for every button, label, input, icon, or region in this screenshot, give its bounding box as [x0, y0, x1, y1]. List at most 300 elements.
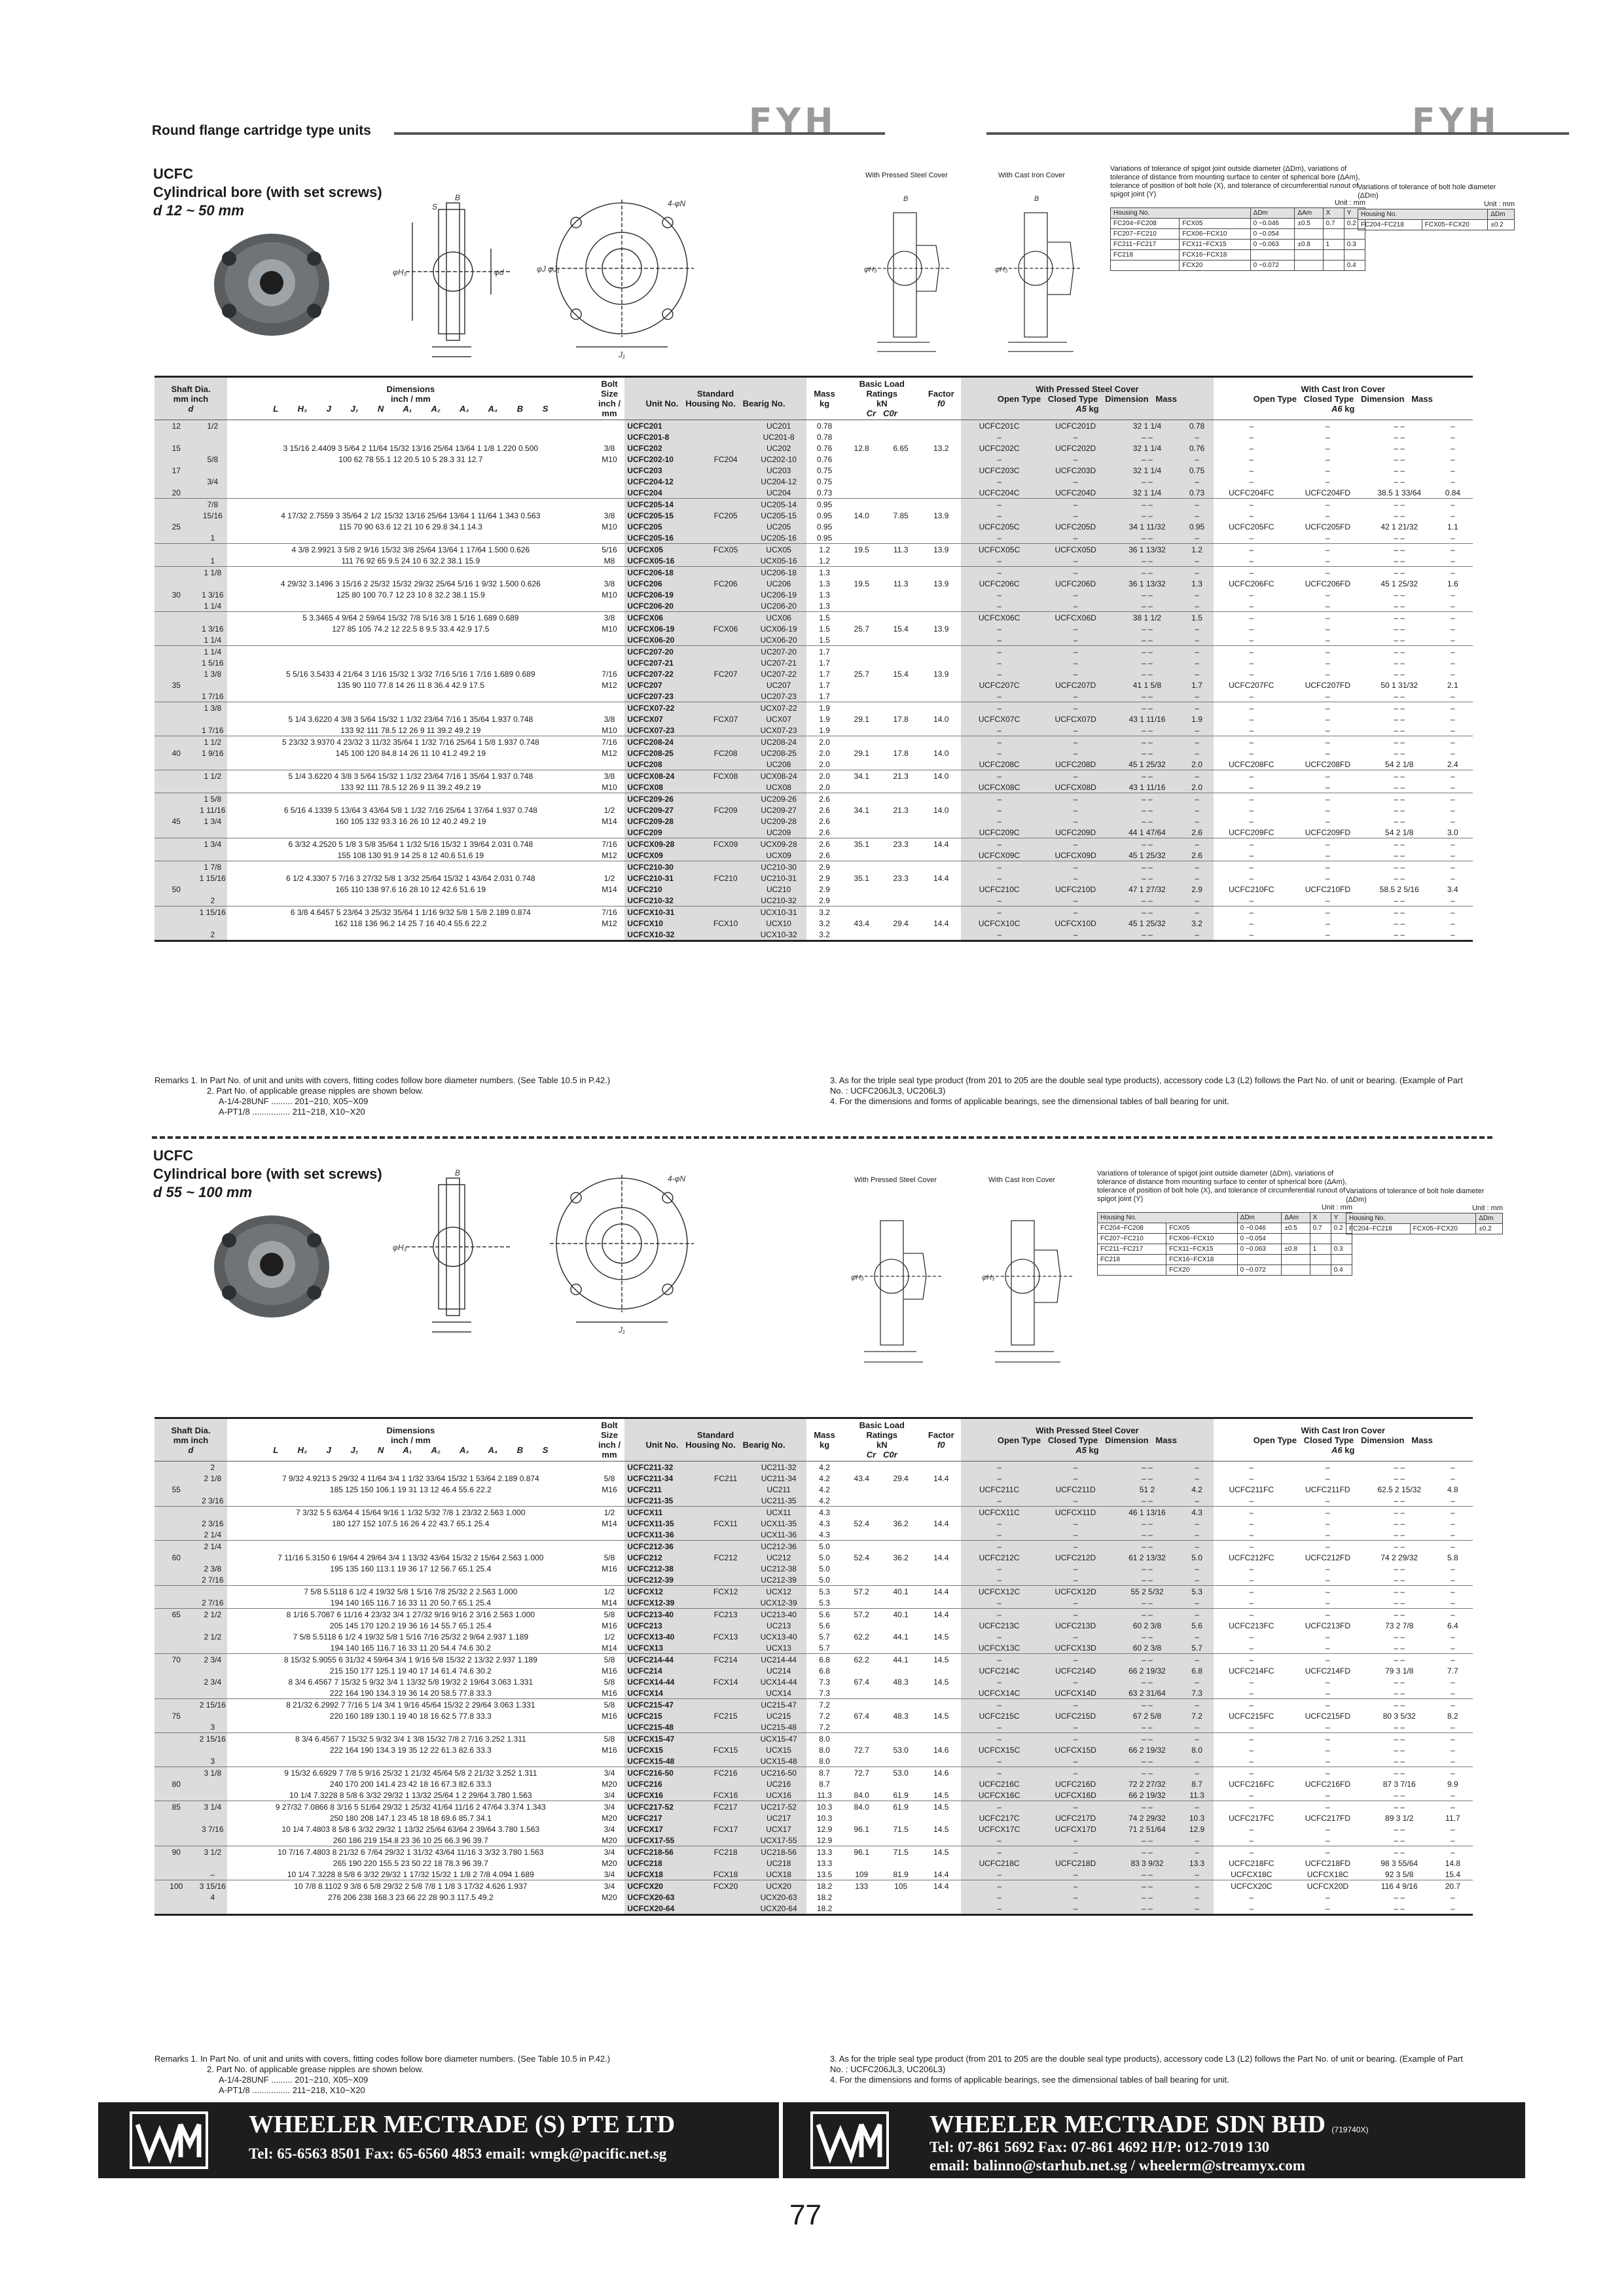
factor-cell: 14.5 [921, 1654, 961, 1666]
side-view-drawing [393, 190, 517, 363]
pressed-closed-cell: – [1038, 1518, 1114, 1529]
pressed-open-cell: UCFCX13C [961, 1642, 1038, 1654]
pressed-closed-cell: – [1038, 510, 1114, 521]
cast-closed-cell: – [1326, 691, 1330, 701]
bolt-size-cell: 3/8 [594, 612, 625, 624]
shaft-mm-cell [154, 623, 198, 634]
shaft-mm-cell [154, 804, 198, 816]
shaft-mm-cell [154, 1541, 198, 1552]
pressed-mass-cell: – [1181, 906, 1214, 918]
caption-pressed: With Pressed Steel Cover [854, 1176, 937, 1184]
housing-no-cell [700, 1903, 751, 1914]
pressed-mass-cell: 11.3 [1181, 1789, 1214, 1801]
pressed-closed-cell: – [1038, 793, 1114, 805]
bearing-no-cell: UC218 [751, 1857, 806, 1869]
pressed-mass-cell: 12.9 [1181, 1823, 1214, 1835]
bearing-no-cell: UC210 [751, 884, 806, 895]
dimensions-cell: 127 85 105 74.2 12 22.5 8 9.5 33.4 42.9 17.5 [332, 624, 490, 634]
bolt-size-cell [594, 861, 625, 873]
col-shaft: Shaft Dia. mm inch d [154, 1419, 227, 1462]
bolt-size-cell: M14 [602, 1518, 617, 1528]
pressed-closed-cell: – [1038, 736, 1114, 748]
cast-dimension-cell: – – [1394, 669, 1405, 679]
cast-closed-cell: – [1326, 635, 1330, 645]
cr-cell: 12.8 [854, 443, 869, 453]
shaft-mm-cell [154, 895, 198, 906]
unit-no-cell: UCFC215-48 [624, 1721, 700, 1733]
pressed-mass-cell: – [1181, 725, 1214, 736]
dimensions-cell [227, 420, 594, 432]
factor-cell [921, 1620, 961, 1631]
pressed-dimension-cell: – – [1113, 1755, 1180, 1767]
pressed-dimension-cell: – – [1113, 499, 1180, 511]
cast-dimension-cell: – – [1394, 601, 1405, 611]
pressed-closed-cell: – [1038, 838, 1114, 850]
left-company-name: WHEELER MECTRADE (S) PTE LTD [249, 2111, 676, 2138]
cast-mass-cell: 11.7 [1445, 1813, 1460, 1823]
pressed-open-cell: – [961, 906, 1038, 918]
shaft-inch-cell: 3 1/4 [198, 1801, 227, 1813]
mass-cell: 18.2 [816, 1892, 833, 1902]
bolt-size-cell [594, 431, 625, 442]
pressed-closed-cell: UCFCX16D [1038, 1789, 1114, 1801]
cast-closed-cell: – [1326, 816, 1330, 826]
mass-cell: 1.2 [819, 556, 830, 565]
cast-dimension-cell: – – [1366, 1801, 1433, 1813]
bearing-no-cell: UCX10-31 [751, 906, 806, 918]
cast-closed-cell: – [1326, 1835, 1330, 1845]
right-company-contact: Tel: 07-861 5692 Fax: 07-861 4692 H/P: 012-7019 130 [929, 2139, 1270, 2155]
pressed-closed-cell: – [1038, 476, 1114, 487]
cr-cell: 52.4 [854, 1552, 869, 1562]
pressed-closed-cell: UCFCX13D [1038, 1642, 1114, 1654]
cast-mass-cell: 3.4 [1447, 884, 1458, 894]
pressed-dimension-cell: – – [1113, 1892, 1180, 1903]
pressed-closed-cell: – [1038, 1835, 1114, 1846]
pressed-dimension-cell: – – [1113, 1563, 1180, 1574]
housing-no-cell [700, 1574, 751, 1586]
cast-dimension-cell: – – [1366, 770, 1433, 782]
pressed-closed-cell: – [1038, 861, 1114, 873]
cor-cell [880, 781, 921, 793]
cast-mass-cell: – [1433, 861, 1473, 873]
shaft-mm-cell [154, 872, 198, 884]
pressed-open-cell: – [961, 1699, 1038, 1711]
mass-cell: 6.8 [819, 1666, 830, 1676]
cast-mass-cell: – [1451, 601, 1455, 611]
factor-cell [921, 1721, 961, 1733]
housing-no-cell [700, 1484, 751, 1495]
pressed-dimension-cell: 61 2 13/32 [1113, 1552, 1180, 1563]
cast-mass-cell: – [1451, 1530, 1455, 1539]
shaft-inch-cell: 2 3/4 [198, 1654, 227, 1666]
cast-open-cell: – [1249, 1688, 1254, 1698]
pressed-open-cell: – [961, 1529, 1038, 1541]
cast-closed-cell: – [1326, 601, 1330, 611]
pressed-mass-cell: 5.3 [1181, 1586, 1214, 1598]
shaft-mm-cell [154, 770, 198, 782]
tolerance-block-2: Variations of tolerance of spigot joint outside diameter (ΔDm), variations of tolerance of distance from mounting surface to center of spherical bore (ΔAm), tolerance of position of bolt hole (X), and tolerance of circumferential runout of spigot joint (Y) Unit : mm Housing No. ΔDm ΔAm X Y FC204~FC208 FCX05 0 −0.046 ±0.5 0.7 0.2 FC207~FC210 FCX06~FCX10 0 −0.054 FC211~FC217 FCX11~FCX15 0 −0.063 ±0.8 1 0.3 FC218 FCX16~FCX18 FCX20 0 −0.072 0.4 [1097, 1170, 1352, 1276]
footer-divider [779, 2102, 783, 2178]
cast-mass-cell: – [1451, 805, 1455, 815]
bearing-no-cell: UC203 [751, 465, 806, 476]
cast-closed-cell: – [1326, 1530, 1330, 1539]
cast-closed-cell: – [1326, 725, 1330, 735]
pressed-mass-cell: 4.3 [1181, 1507, 1214, 1518]
cor-cell [880, 1903, 921, 1914]
housing-no-cell [700, 906, 751, 918]
shaft-inch-cell: 1/2 [198, 420, 227, 432]
cast-mass-cell: 0.84 [1445, 488, 1461, 497]
factor-cell [921, 1597, 961, 1609]
cast-mass-cell: – [1451, 1722, 1455, 1732]
cast-open-cell: – [1249, 533, 1254, 543]
pressed-open-cell: – [961, 1495, 1038, 1507]
mass-cell: 0.95 [806, 499, 843, 511]
bolt-size-cell: M10 [602, 725, 617, 735]
factor-cell [921, 499, 961, 511]
mass-cell: 1.7 [806, 646, 843, 658]
factor-cell: 13.9 [921, 544, 961, 556]
shaft-mm-cell [154, 578, 198, 589]
cr-cell: 57.2 [842, 1586, 880, 1598]
pressed-closed-cell: – [1038, 589, 1114, 600]
pressed-mass-cell: – [1181, 1529, 1214, 1541]
housing-no-cell [700, 1597, 751, 1609]
dimensions-cell [227, 567, 594, 579]
pressed-open-cell: – [961, 1473, 1038, 1484]
dimensions-cell [227, 702, 594, 714]
mass-cell: 1.3 [819, 579, 830, 588]
bolt-size-cell: M12 [602, 748, 617, 758]
cast-open-cell: UCFC215FC [1229, 1711, 1274, 1721]
cor-cell [880, 1507, 921, 1518]
pressed-mass-cell: 0.73 [1181, 487, 1214, 499]
shaft-mm-cell [154, 1823, 198, 1835]
pressed-closed-cell: UCFCX17D [1038, 1823, 1114, 1835]
cr-cell [842, 1733, 880, 1745]
dimensions-cell: 5 1/4 3.6220 4 3/8 3 5/64 15/32 1 1/32 23/64 7/16 1 35/64 1.937 0.748 [227, 770, 594, 782]
factor-cell [921, 1462, 961, 1473]
cor-cell: 61.9 [893, 1790, 909, 1800]
housing-no-cell [700, 1529, 751, 1541]
bearing-no-cell: UC211-32 [751, 1462, 806, 1473]
shaft-mm-cell [154, 600, 198, 612]
table-row [154, 827, 1473, 838]
pressed-closed-cell: – [1038, 1654, 1114, 1666]
cast-mass-cell: – [1433, 702, 1473, 714]
pressed-open-cell: – [961, 1597, 1038, 1609]
cast-mass-cell: – [1433, 1846, 1473, 1858]
cast-open-cell: – [1214, 1846, 1290, 1858]
cast-closed-cell: – [1290, 906, 1366, 918]
shaft-mm-cell: 100 [154, 1880, 198, 1892]
dealer-footer [98, 2102, 1525, 2178]
shaft-inch-cell: 3 [198, 1755, 227, 1767]
col-cast: With Cast Iron Cover Open Type Closed Type Dimension Mass A6 kg [1214, 1419, 1473, 1462]
pressed-mass-cell: – [1181, 600, 1214, 612]
pressed-mass-cell: – [1181, 1903, 1214, 1914]
table-row [154, 521, 1473, 532]
table-row [154, 555, 1473, 567]
shaft-mm-cell [154, 1631, 198, 1642]
bearing-no-cell: UC206-19 [751, 589, 806, 600]
cast-dimension-cell: 54 2 1/8 [1385, 759, 1414, 769]
pressed-closed-cell: – [1038, 431, 1114, 442]
cor-cell: 23.3 [893, 873, 909, 883]
cast-open-cell: UCFC218FC [1229, 1858, 1274, 1868]
bolt-size-cell: M16 [602, 1621, 617, 1630]
pressed-mass-cell: 5.0 [1181, 1552, 1214, 1563]
cr-cell: 25.7 [854, 669, 869, 679]
table-row [154, 1755, 1473, 1767]
bearing-no-cell: UC209-28 [751, 816, 806, 827]
unit-no-cell: UCFCX09 [624, 850, 700, 861]
shaft-mm-cell [154, 1529, 198, 1541]
svg-text:φH₃: φH₃ [851, 1274, 864, 1282]
table-row [154, 1563, 1473, 1574]
shaft-inch-cell [198, 827, 227, 838]
pressed-dimension-cell: 36 1 13/32 [1113, 544, 1180, 556]
bearing-no-cell: UCX11-35 [751, 1518, 806, 1529]
mass-cell: 4.3 [806, 1507, 843, 1518]
shaft-inch-cell: – [198, 1869, 227, 1880]
dimensions-cell [227, 634, 594, 646]
cast-closed-cell: – [1326, 1643, 1330, 1653]
cor-cell [880, 1529, 921, 1541]
cr-cell [842, 431, 880, 442]
pressed-dimension-cell: – – [1113, 1495, 1180, 1507]
table-row [154, 884, 1473, 895]
unit-no-cell: UCFCX05 [624, 544, 700, 556]
factor-cell [921, 420, 961, 432]
factor-cell: 13.9 [933, 579, 949, 588]
pressed-open-cell: UCFC206C [961, 578, 1038, 589]
dimensions-cell: 265 190 220 155.5 23 50 22 18 78.3 96 39.7 [333, 1858, 488, 1868]
shaft-inch-cell: 1 3/16 [198, 589, 227, 600]
bearing-no-cell: UCX13 [751, 1642, 806, 1654]
pressed-mass-cell: 3.2 [1181, 918, 1214, 929]
pressed-closed-cell: UCFC215D [1038, 1710, 1114, 1721]
pressed-open-cell: – [961, 1574, 1038, 1586]
unit-no-cell: UCFC206-19 [624, 589, 700, 600]
table-row [154, 1541, 1473, 1552]
pressed-mass-cell: – [1181, 454, 1214, 465]
cast-mass-cell: – [1451, 476, 1455, 486]
shaft-inch-cell: 1 1/8 [198, 567, 227, 579]
factor-cell [921, 476, 961, 487]
housing-no-cell [700, 816, 751, 827]
unit-no-cell: UCFC207-22 [624, 668, 700, 679]
housing-no-cell: FCX16 [700, 1789, 751, 1801]
cast-mass-cell: – [1433, 1541, 1473, 1552]
pressed-mass-cell: 2.0 [1181, 781, 1214, 793]
cast-dimension-cell: 98 3 55/64 [1380, 1858, 1418, 1868]
table-row [154, 1869, 1473, 1880]
col-factor: Factor f0 [921, 378, 961, 420]
table-row [154, 1710, 1473, 1721]
left-company-contact: Tel: 65-6563 8501 Fax: 65-6560 4853 email: wmgk@pacific.net.sg [249, 2145, 667, 2162]
cor-cell: 44.1 [893, 1632, 909, 1641]
bearing-no-cell: UC207-23 [751, 691, 806, 702]
bearing-no-cell: UC208-24 [751, 736, 806, 748]
shaft-inch-cell: 2 7/16 [198, 1574, 227, 1586]
bolt-size-cell: 7/16 [594, 906, 625, 918]
cast-mass-cell: – [1451, 748, 1455, 758]
cast-dimension-cell: – – [1394, 1745, 1405, 1755]
bearing-no-cell: UC212-39 [751, 1574, 806, 1586]
dimensions-cell: 135 90 110 77.8 14 26 11 8 36.4 42.9 17.5 [336, 680, 484, 690]
cast-dimension-cell: – – [1394, 1496, 1405, 1505]
cast-mass-cell: – [1451, 1677, 1455, 1687]
cast-open-cell: – [1249, 1564, 1254, 1573]
svg-text:B: B [455, 193, 461, 202]
shaft-inch-cell [198, 578, 227, 589]
cr-cell [842, 679, 880, 691]
pressed-closed-cell: UCFCX14D [1038, 1687, 1114, 1699]
shaft-inch-cell: 2 3/4 [198, 1676, 227, 1687]
col-pressed: With Pressed Steel Cover Open Type Closed Type Dimension Mass A5 kg [961, 378, 1213, 420]
bearing-no-cell: UC217 [751, 1812, 806, 1823]
col-mass: Mass kg [806, 378, 843, 420]
cast-closed-cell: – [1290, 1846, 1366, 1858]
housing-no-cell [700, 895, 751, 906]
pressed-dimension-cell: 66 2 19/32 [1113, 1744, 1180, 1755]
factor-cell [921, 781, 961, 793]
dimensions-cell: 8 3/4 6.4567 7 15/32 5 9/32 3/4 1 3/8 15/32 7/8 2 7/16 3.252 1.311 [227, 1733, 594, 1745]
cast-dimension-cell: 50 1 31/32 [1380, 680, 1418, 690]
pressed-closed-cell: UCFCX07D [1038, 713, 1114, 725]
mass-cell: 2.0 [819, 748, 830, 758]
housing-no-cell [700, 850, 751, 861]
mass-cell: 2.9 [819, 895, 830, 905]
bearing-no-cell: UCX09 [751, 850, 806, 861]
shaft-mm-cell: 60 [154, 1552, 198, 1563]
shaft-inch-cell [198, 487, 227, 499]
pressed-closed-cell: UCFC218D [1038, 1857, 1114, 1869]
pressed-open-cell: UCFCX14C [961, 1687, 1038, 1699]
unit-no-cell: UCFC211-32 [624, 1462, 700, 1473]
shaft-mm-cell [154, 1518, 198, 1529]
cast-open-cell: – [1249, 1643, 1254, 1653]
unit-no-cell: UCFC214 [624, 1665, 700, 1676]
pressed-closed-cell: – [1038, 1676, 1114, 1687]
unit-no-cell: UCFCX09-28 [624, 838, 700, 850]
shaft-mm-cell [154, 1665, 198, 1676]
cast-closed-cell: UCFC215FD [1305, 1711, 1351, 1721]
bolt-size-cell [594, 476, 625, 487]
pressed-closed-cell: – [1038, 872, 1114, 884]
shaft-mm-cell [154, 1835, 198, 1846]
shaft-mm-cell [154, 612, 198, 624]
factor-cell: 14.4 [921, 838, 961, 850]
shaft-mm-cell [154, 1687, 198, 1699]
bearing-no-cell: UCX10-32 [751, 929, 806, 940]
dimensions-cell: 10 1/4 7.3228 8 5/8 6 3/32 29/32 1 17/32 15/32 1 1/8 2 7/8 4.094 1.689 [287, 1869, 534, 1879]
factor-cell [921, 884, 961, 895]
cr-cell [842, 736, 880, 748]
mass-cell: 0.95 [816, 511, 833, 520]
table-row [154, 691, 1473, 702]
cast-closed-cell: – [1326, 556, 1330, 565]
unit-no-cell: UCFC207-21 [624, 657, 700, 668]
cr-cell [842, 1563, 880, 1574]
table-row [154, 1665, 1473, 1676]
cast-mass-cell: – [1451, 1745, 1455, 1755]
cast-mass-cell: – [1451, 533, 1455, 543]
cast-dimension-cell: – – [1394, 873, 1405, 883]
pressed-open-cell: – [961, 1563, 1038, 1574]
cor-cell [880, 1620, 921, 1631]
mass-cell: 1.7 [819, 658, 830, 668]
mass-cell: 1.7 [819, 691, 830, 701]
cast-mass-cell: – [1433, 1586, 1473, 1598]
pressed-mass-cell: – [1181, 532, 1214, 544]
pressed-open-cell: – [961, 1846, 1038, 1858]
shaft-inch-cell: 1 3/16 [198, 623, 227, 634]
cor-cell: 6.65 [893, 443, 909, 453]
shaft-mm-cell [154, 532, 198, 544]
factor-cell: 14.0 [933, 748, 949, 758]
bolt-tolerance-block-2: Variations of tolerance of bolt hole diameter (ΔDm) Unit : mm Housing No. ΔDm FC204~FC218 FCX05~FCX20 ±0.2 [1346, 1187, 1503, 1234]
mass-cell: 5.3 [819, 1598, 830, 1607]
table-row [154, 1857, 1473, 1869]
pressed-mass-cell: – [1181, 1462, 1214, 1473]
cr-cell [842, 1665, 880, 1676]
table-row [154, 918, 1473, 929]
pressed-mass-cell: – [1181, 770, 1214, 782]
svg-text:B: B [903, 195, 909, 203]
bolt-size-cell: M12 [602, 850, 617, 860]
shaft-inch-cell: 2 3/16 [198, 1518, 227, 1529]
pressed-mass-cell: 2.9 [1181, 884, 1214, 895]
pressed-open-cell: – [961, 770, 1038, 782]
dimensions-cell: 215 150 177 125.1 19 40 17 14 61.4 74.6 30.2 [329, 1666, 492, 1676]
table-row [154, 532, 1473, 544]
cr-cell: 62.2 [854, 1632, 869, 1641]
cor-cell [880, 420, 921, 432]
cr-cell [842, 465, 880, 476]
mass-cell: 3.2 [806, 906, 843, 918]
cast-mass-cell: 15.4 [1445, 1869, 1461, 1879]
pressed-closed-cell: – [1038, 1495, 1114, 1507]
unit-no-cell: UCFCX07-22 [624, 702, 700, 714]
cor-cell: 21.3 [893, 805, 909, 815]
dimensions-cell [227, 895, 594, 906]
shaft-mm-cell [154, 1733, 198, 1745]
cor-cell: 40.1 [880, 1586, 921, 1598]
dimensions-cell: 8 21/32 6.2992 7 7/16 5 1/4 3/4 1 9/16 45/64 15/32 2 29/64 3.063 1.331 [227, 1699, 594, 1711]
bolt-size-cell: 3/4 [594, 1767, 625, 1779]
pressed-dimension-cell: 60 2 3/8 [1113, 1642, 1180, 1654]
pressed-dimension-cell: 46 1 13/16 [1113, 1507, 1180, 1518]
factor-cell [921, 1541, 961, 1552]
bolt-size-cell: M10 [602, 782, 617, 792]
cast-open-cell: – [1249, 465, 1254, 475]
mass-cell: 1.2 [806, 544, 843, 556]
bolt-size-cell: 1/2 [594, 1507, 625, 1518]
pressed-closed-cell: – [1038, 657, 1114, 668]
factor-cell [921, 555, 961, 567]
cr-cell [842, 1507, 880, 1518]
cast-dimension-cell: – – [1394, 691, 1405, 701]
shaft-mm-cell [154, 567, 198, 579]
table-row [154, 600, 1473, 612]
bearing-photo-icon [209, 229, 334, 340]
mass-cell: 2.9 [819, 873, 830, 883]
mass-cell: 5.7 [819, 1632, 830, 1641]
cr-cell [842, 1892, 880, 1903]
